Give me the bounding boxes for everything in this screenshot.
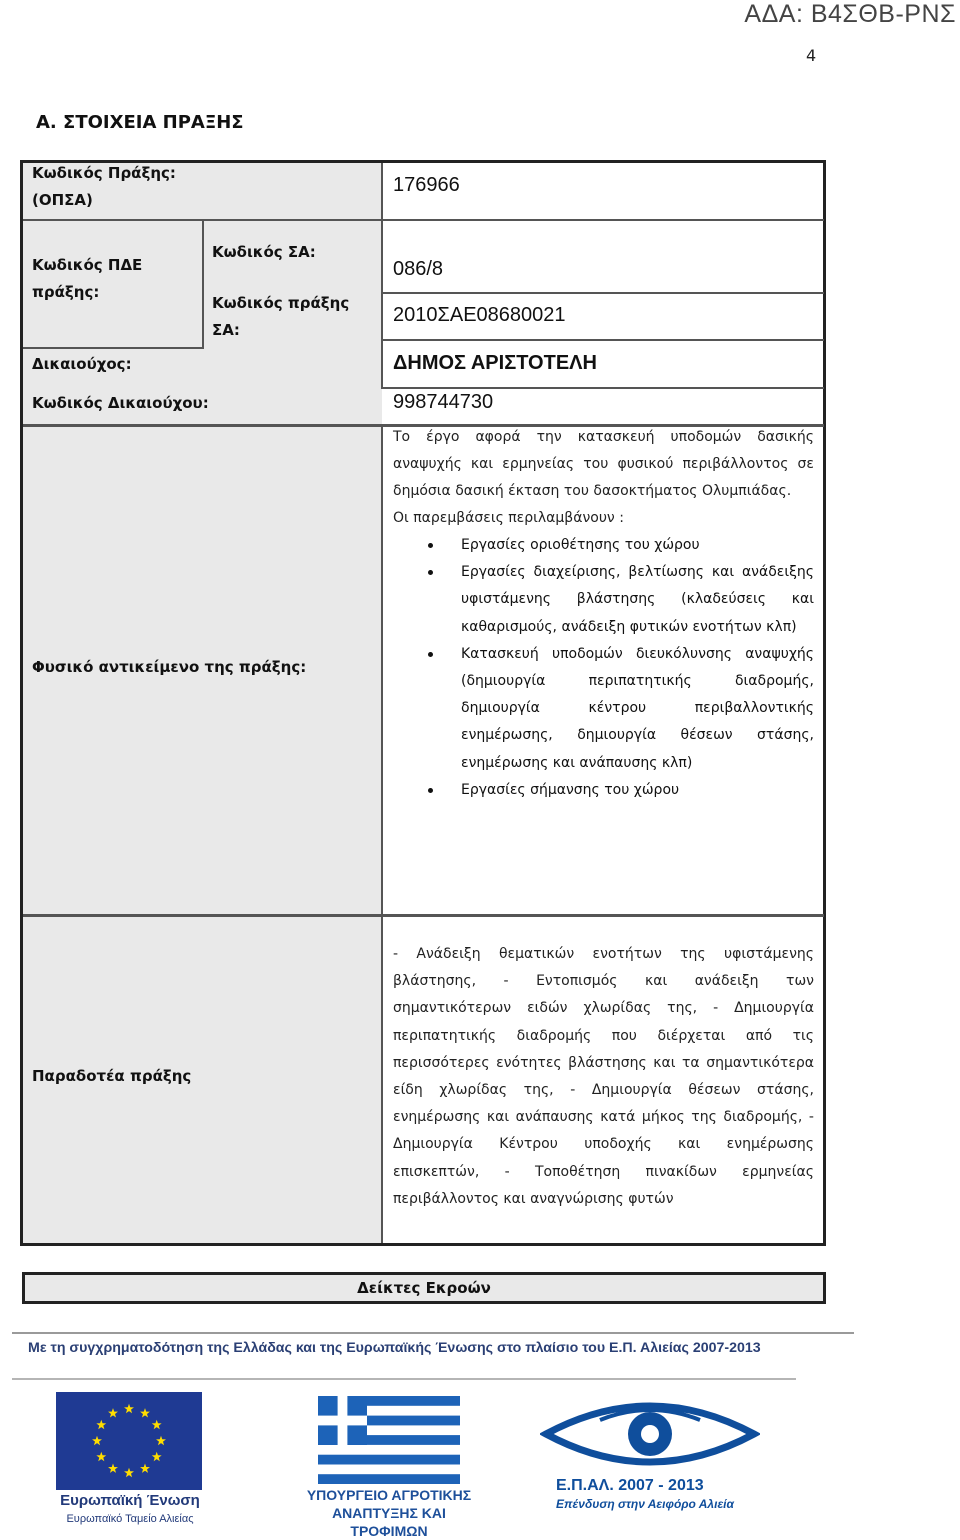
footer-divider <box>12 1332 854 1334</box>
ministry-caption: ΥΠΟΥΡΓΕΙΟ ΑΓΡΟΤΙΚΗΣ ΑΝΑΠΤΥΞΗΣ ΚΑΙ ΤΡΟΦΙΜΩΝ <box>306 1487 472 1539</box>
row-divider <box>23 914 824 917</box>
column-divider <box>381 219 383 389</box>
deliverables-text: - Ανάδειξη θεματικών ενοτήτων της υφιστάμενης βλάστησης, - Εντοπισμός και ανάδειξη των σημαντικότερων ειδών χλωρίδας της, - Δημιουργία περιπατητικής διαδρομής που διέρχεται από τις περισσότερες ενότητες βλάστησης και τα σημαντικότερα είδη χλωρίδας της, - Δημιουργία θέσεων στάσης, ενημέρωσης και ανάπαυσης κατά μήκος της διαδρομής, - Δημιουργία Κέντρου υποδοχής και ενημέρωσης επισκεπτών, - Τοποθέτηση πινακίδων ερμηνείας περιβάλλοντος και αναγνώρισης φυτών <box>393 946 814 1207</box>
footer-divider <box>12 1378 796 1380</box>
indicators-header: Δείκτες Εκροών <box>22 1272 826 1304</box>
sa-project-code-value: 2010ΣΑΕ08680021 <box>393 304 566 326</box>
sa-code-label: Κωδικός ΣΑ: <box>212 243 316 261</box>
physical-object-label: Φυσικό αντικείμενο της πράξης: <box>32 658 307 676</box>
column-divider <box>202 219 204 349</box>
opsa-code-label: Κωδικός Πράξης: (ΟΠΣΑ) <box>32 164 176 209</box>
list-item: Εργασίες οριοθέτησης του χώρου <box>412 532 814 559</box>
sa-project-code-label: Κωδικός πράξης ΣΑ: <box>212 294 350 339</box>
row-divider <box>383 339 824 341</box>
physical-object-lead: Οι παρεμβάσεις περιλαμβάνουν : <box>393 510 624 526</box>
list-item: Εργασίες διαχείρισης, βελτίωσης και ανάδειξης υφιστάμενης βλάστησης (κλαδεύσεις και καθαρισμούς, ανάδειξη φυτικών ενοτήτων κλπ) <box>412 559 814 641</box>
column-divider <box>381 424 383 1243</box>
physical-object-list <box>412 532 814 804</box>
list-item: Εργασίες σήμανσης του χώρου <box>412 777 814 804</box>
page-number: 4 <box>806 46 817 65</box>
deliverables-label: Παραδοτέα πράξης <box>32 1067 192 1085</box>
eu-logo-caption: Ευρωπαϊκή Ένωση Ευρωπαϊκό Ταμείο Αλιείας <box>60 1492 200 1525</box>
row-divider <box>23 219 824 221</box>
beneficiary-code-value: 998744730 <box>393 391 494 413</box>
ada-code: ΑΔΑ: Β4ΣΘΒ-ΡΝΣ <box>744 0 956 28</box>
section-title: Α. ΣΤΟΙΧΕΙΑ ΠΡΑΞΗΣ <box>36 112 244 133</box>
pde-code-label: Κωδικός ΠΔΕ πράξης: <box>32 256 143 301</box>
column-divider <box>381 163 383 224</box>
eu-flag-icon <box>56 1392 202 1490</box>
sa-code-value: 086/8 <box>393 258 444 280</box>
epal-eye-icon <box>540 1396 760 1472</box>
beneficiary-label: Δικαιούχος: <box>32 355 132 373</box>
row-divider <box>383 387 824 389</box>
cofunding-statement: Με τη συγχρηματοδότηση της Ελλάδας και της Ευρωπαϊκής Ένωσης στο πλαίσιο του Ε.Π. Αλιείας 2007-2013 <box>28 1340 761 1356</box>
list-item: Κατασκευή υποδομών διευκόλυνσης αναψυχής (δημιουργία περιπατητικής διαδρομής, δημιουργία κέντρου περιβαλλοντικής ενημέρωσης, δημιουργία θέσεων στάσης, ενημέρωσης και ανάπαυσης κλπ) <box>412 641 814 777</box>
row-divider <box>23 347 204 349</box>
epal-caption: Ε.Π.ΑΛ. 2007 - 2013 Επένδυση στην Αειφόρο Αλιεία <box>556 1477 734 1511</box>
opsa-code-value: 176966 <box>393 174 460 196</box>
beneficiary-code-label: Κωδικός Δικαιούχου: <box>32 394 209 412</box>
greek-flag-icon <box>318 1396 460 1484</box>
beneficiary-value: ΔΗΜΟΣ ΑΡΙΣΤΟΤΕΛΗ <box>393 352 597 374</box>
row-divider <box>383 292 824 294</box>
physical-object-intro: Το έργο αφορά την κατασκευή υποδομών δασικής αναψυχής και ερμηνείας του φυσικού περιβάλλοντος σε δημόσια δασική έκταση του δασοκτήματος Ολυμπιάδας. <box>393 429 814 500</box>
